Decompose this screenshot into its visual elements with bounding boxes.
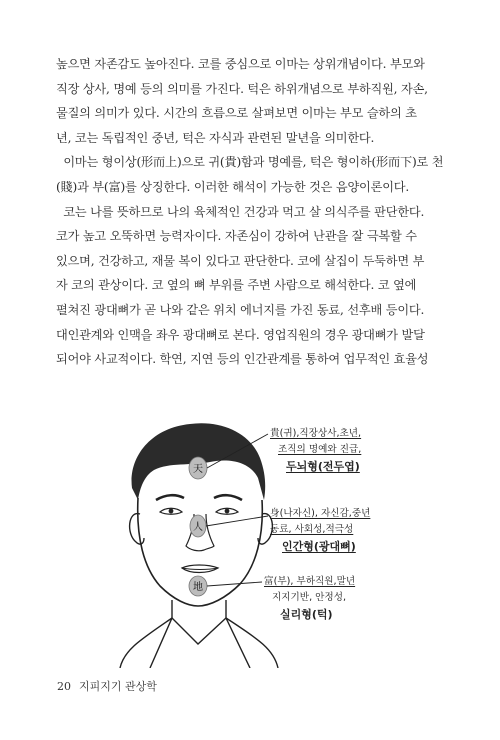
right-pupil (225, 509, 230, 514)
right-eyebrow (214, 495, 242, 500)
text-line: 자 코의 관상이다. 코 옆의 뼈 부위를 주변 사람으로 해석한다. 코 옆에 (56, 278, 417, 293)
lip-line (182, 568, 218, 570)
label-earth (264, 574, 355, 624)
label-heaven-title: 두뇌형(전두엽) (286, 460, 360, 473)
human-char: 人 (193, 522, 203, 533)
connector-line-bot (207, 582, 262, 586)
paragraph-3 (56, 200, 452, 372)
text-line: 펼쳐진 광대뼈가 곧 나와 같은 위치 에너지를 가진 동료, 선후배 등이다. (56, 302, 425, 317)
label-human (270, 506, 370, 556)
text-line: 코가 높고 오뚝하면 능력자이다. 자존심이 강하여 난관을 잘 극복할 수 (56, 229, 417, 244)
left-ear (130, 514, 144, 545)
label-heaven-line-1: 貴(귀),직장상사,초년, (270, 428, 362, 439)
page-footer (57, 678, 165, 694)
connector-line-mid (206, 516, 268, 526)
label-human-line-1: 身(나자신), 자신감,중년 (270, 508, 371, 519)
text-line: 있으며, 건강하고, 재물 복이 있다고 판단한다. 코에 살집이 두둑하면 부 (56, 253, 425, 268)
left-pupil (169, 509, 174, 514)
book-title: 지피지기 관상학 (79, 680, 157, 693)
text-line: 년, 코는 독립적인 중년, 턱은 자식과 관련된 말년을 의미한다. (56, 130, 375, 145)
text-line: 대인관계와 인맥을 좌우 광대뼈로 본다. 영업직원의 경우 광대뼈가 발달 (56, 327, 425, 342)
shirt-v (172, 618, 226, 644)
text-line: 되어야 사교적이다. 학연, 지연 등의 인간관계를 통하여 업무적인 효율성 (56, 352, 429, 367)
heaven-char: 天 (193, 464, 203, 475)
earth-char: 地 (193, 582, 203, 593)
text-line: (賤)과 부(富)를 상징한다. 이러한 해석이 가능한 것은 음양이론이다. (56, 179, 410, 194)
paragraph-1 (56, 52, 452, 150)
text-line: 이마는 형이상(形而上)으로 귀(貴)함과 명예를, 턱은 형이하(形而下)로 천 (56, 155, 444, 170)
label-earth-title: 실리형(턱) (280, 608, 333, 621)
label-earth-line-1: 富(부), 부하직원,말년 (264, 576, 356, 587)
label-heaven (270, 426, 361, 476)
face-diagram (110, 418, 390, 668)
left-eyebrow (156, 495, 184, 500)
body-text (56, 52, 452, 372)
page-number: 20 (57, 680, 71, 693)
text-line: 직장 상사, 명예 등의 의미를 가진다. 턱은 하위개념으로 부하직원, 자손, (56, 81, 428, 96)
paragraph-2 (56, 150, 452, 199)
label-earth-line-2: 지지기반, 안정성, (272, 592, 347, 603)
text-line: 코는 나를 뜻하므로 나의 육체적인 건강과 먹고 살 의식주를 판단한다. (56, 204, 425, 219)
label-heaven-line-2: 조직의 명예와 진급, (278, 444, 362, 455)
text-line: 물질의 의미가 있다. 시간의 흐름으로 살펴보면 이마는 부모 슬하의 초 (56, 106, 417, 121)
text-line: 높으면 자존감도 높아진다. 코를 중심으로 이마는 상위개념이다. 부모와 (56, 57, 425, 71)
neck (172, 600, 226, 618)
label-human-title: 인간형(광대뼈) (282, 540, 356, 553)
label-human-line-2: 동료, 사회성,적극성 (270, 524, 354, 535)
